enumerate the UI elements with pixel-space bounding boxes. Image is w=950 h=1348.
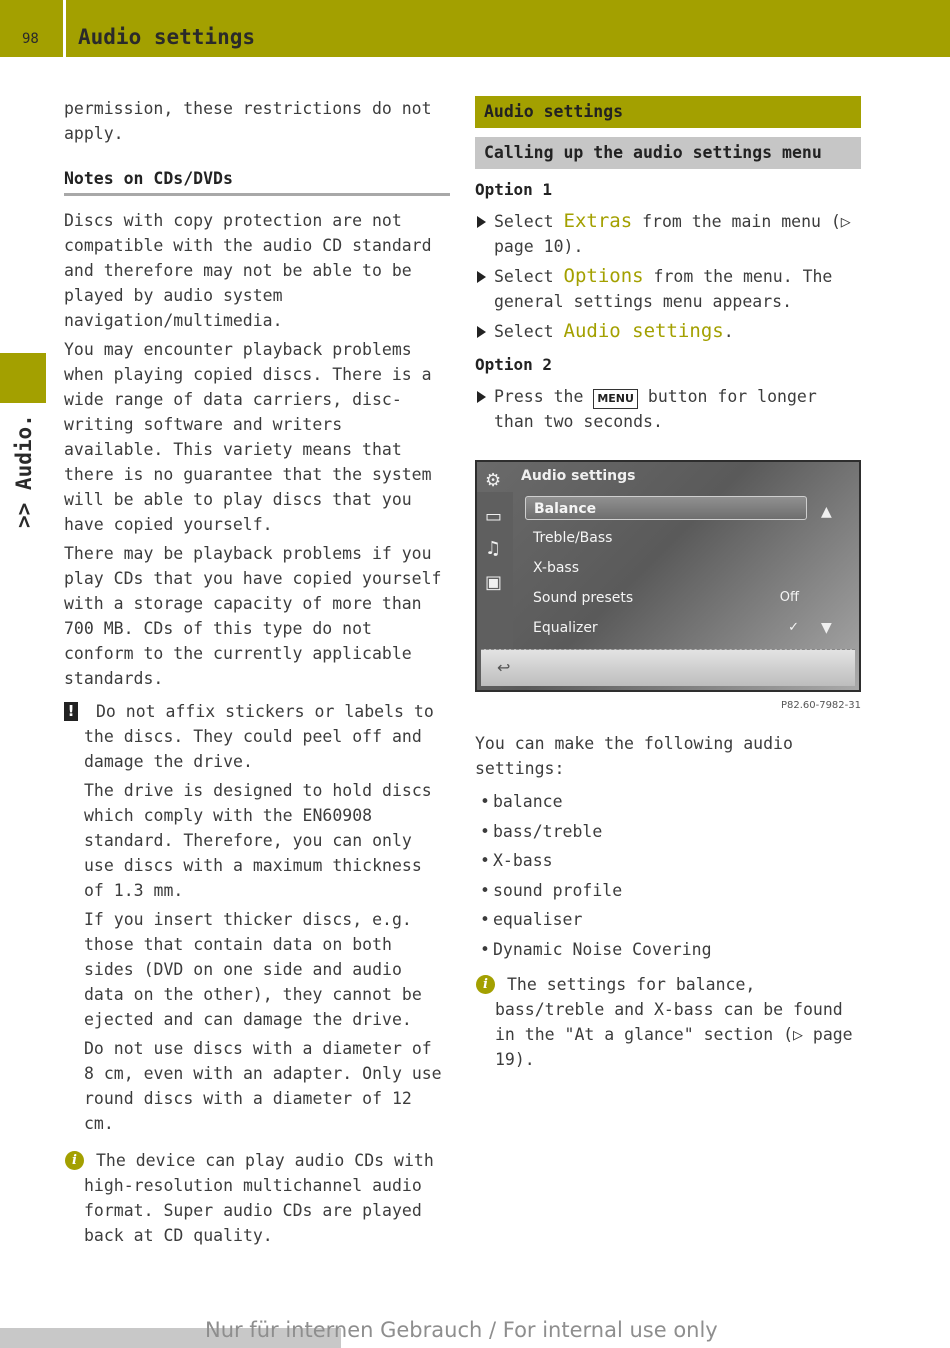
back-arrow-icon: ↩: [497, 658, 511, 677]
step-text: .: [723, 322, 734, 341]
list-item: • sound profile: [475, 876, 861, 906]
list-item: • X-bass: [475, 846, 861, 876]
list-item: • Dynamic Noise Covering: [475, 935, 861, 965]
warning-icon: !: [64, 702, 78, 721]
intro-text: permission, these restrictions do not apply.: [64, 99, 432, 143]
footer-watermark: Nur für internen Gebrauch / For internal use only: [205, 1318, 718, 1342]
sound-presets-value: Off: [779, 590, 799, 605]
screen-menu-item-treble-bass: Treble/Bass: [533, 530, 613, 546]
page-title: Audio settings: [78, 25, 256, 49]
step-text: Select: [494, 212, 564, 231]
disc-player-icon: ▭: [485, 506, 503, 527]
warning-paragraph: Do not use discs with a diameter of 8 cm, even with an adapter. Only use round discs with a diameter of 12 cm.: [84, 1039, 442, 1133]
right-column: [475, 96, 861, 1076]
paragraph: There may be playback problems if you play CDs that you have copied yourself with a storage capacity of more than 700 MB. CDs of this type do not conform to the currently applicable standards.: [64, 544, 442, 688]
music-note-icon: ♫: [485, 538, 502, 559]
warning-paragraph: The drive is designed to hold discs which comply with the EN60908 standard. Therefore, you can only use discs with a maximum thickness of 1.3 mm.: [84, 781, 432, 900]
screen-menu-item-sound-presets: Sound presets Off: [525, 586, 807, 610]
step-text: Press the: [494, 387, 594, 406]
side-tab-marker: [0, 353, 46, 403]
info-icon: i: [476, 975, 495, 994]
audio-settings-list: [475, 787, 861, 964]
list-item: • bass/treble: [475, 817, 861, 847]
menu-term-options: Options: [563, 265, 644, 287]
menu-key-icon: MENU: [593, 389, 638, 409]
screen-title: Audio settings: [521, 468, 636, 484]
side-tab-label: >> Audio.: [12, 414, 36, 528]
instruction-step: [475, 209, 861, 259]
info-note: [475, 972, 861, 1072]
screen-bottom-bar: [481, 649, 855, 686]
checkmark-icon: ✓: [788, 620, 799, 635]
step-arrow-icon: [477, 391, 486, 403]
instruction-step: [475, 319, 861, 344]
instruction-step: [475, 264, 861, 314]
list-item: • balance: [475, 787, 861, 817]
screen-menu-item-equalizer: Equalizer ✓: [525, 616, 807, 640]
step-arrow-icon: [477, 216, 486, 228]
warning-note: [64, 699, 450, 1136]
step-text: from the main menu (▷ page 10).: [494, 212, 851, 256]
info-text: The device can play audio CDs with high-resolution multichannel audio format. Super audio CDs are played back at CD quality.: [84, 1151, 434, 1245]
left-column: [64, 96, 450, 1252]
info-text: The settings for balance, bass/treble and X-bass can be found in the "At a glance" section (▷ page 19).: [495, 975, 853, 1069]
info-note: [64, 1148, 450, 1248]
header-divider: [63, 0, 66, 57]
notes-heading: Notes on CDs/DVDs: [64, 166, 450, 196]
warning-paragraph: Do not affix stickers or labels to the discs. They could peel off and damage the drive.: [84, 702, 434, 771]
option-2-heading: Option 2: [475, 355, 553, 374]
page-header: [0, 0, 950, 57]
option-1-heading: Option 1: [475, 180, 553, 199]
picture-icon: ▣: [485, 572, 503, 593]
step-text: Select: [494, 267, 564, 286]
menu-term-extras: Extras: [563, 210, 633, 232]
screen-menu-item-x-bass: X-bass: [533, 560, 579, 576]
gear-icon: ⚙: [485, 470, 502, 491]
paragraph: You may encounter playback problems when playing copied discs. There is a wide range of data carriers, disc-writing software and writers available. This variety means that there is no guarantee that the system will be able to play discs that you have copied yourself.: [64, 340, 432, 534]
page-number: 98: [22, 31, 39, 47]
subsection-title: Calling up the audio settings menu: [475, 137, 861, 169]
instruction-step: [475, 384, 861, 434]
screen-sidebar: [477, 492, 513, 652]
menu-term-audio-settings: Audio settings: [563, 320, 724, 342]
step-arrow-icon: [477, 271, 486, 283]
section-title: Audio settings: [475, 96, 861, 128]
list-item: • equaliser: [475, 905, 861, 935]
scroll-down-icon: ▼: [821, 620, 832, 636]
step-text: from the menu. The general settings menu appears.: [494, 267, 833, 311]
step-text: Select: [494, 322, 564, 341]
warning-paragraph: If you insert thicker discs, e.g. those that contain data on both sides (DVD on one side and audio data on the other), they cannot be ejected and can damage the drive.: [84, 910, 422, 1029]
info-icon: i: [65, 1151, 84, 1170]
figure-code: P82.60-7982-31: [780, 700, 861, 711]
paragraph: Discs with copy protection are not compatible with the audio CD standard and therefore may not be able to be played by audio system navigation/multimedia.: [64, 211, 432, 330]
step-arrow-icon: [477, 326, 486, 338]
list-intro: You can make the following audio settings:: [475, 734, 793, 778]
step-text: button for longer than two seconds.: [494, 387, 817, 431]
audio-settings-screen: [475, 460, 861, 692]
screen-menu-item-balance: Balance: [525, 496, 807, 520]
scroll-up-icon: ▲: [821, 504, 832, 520]
